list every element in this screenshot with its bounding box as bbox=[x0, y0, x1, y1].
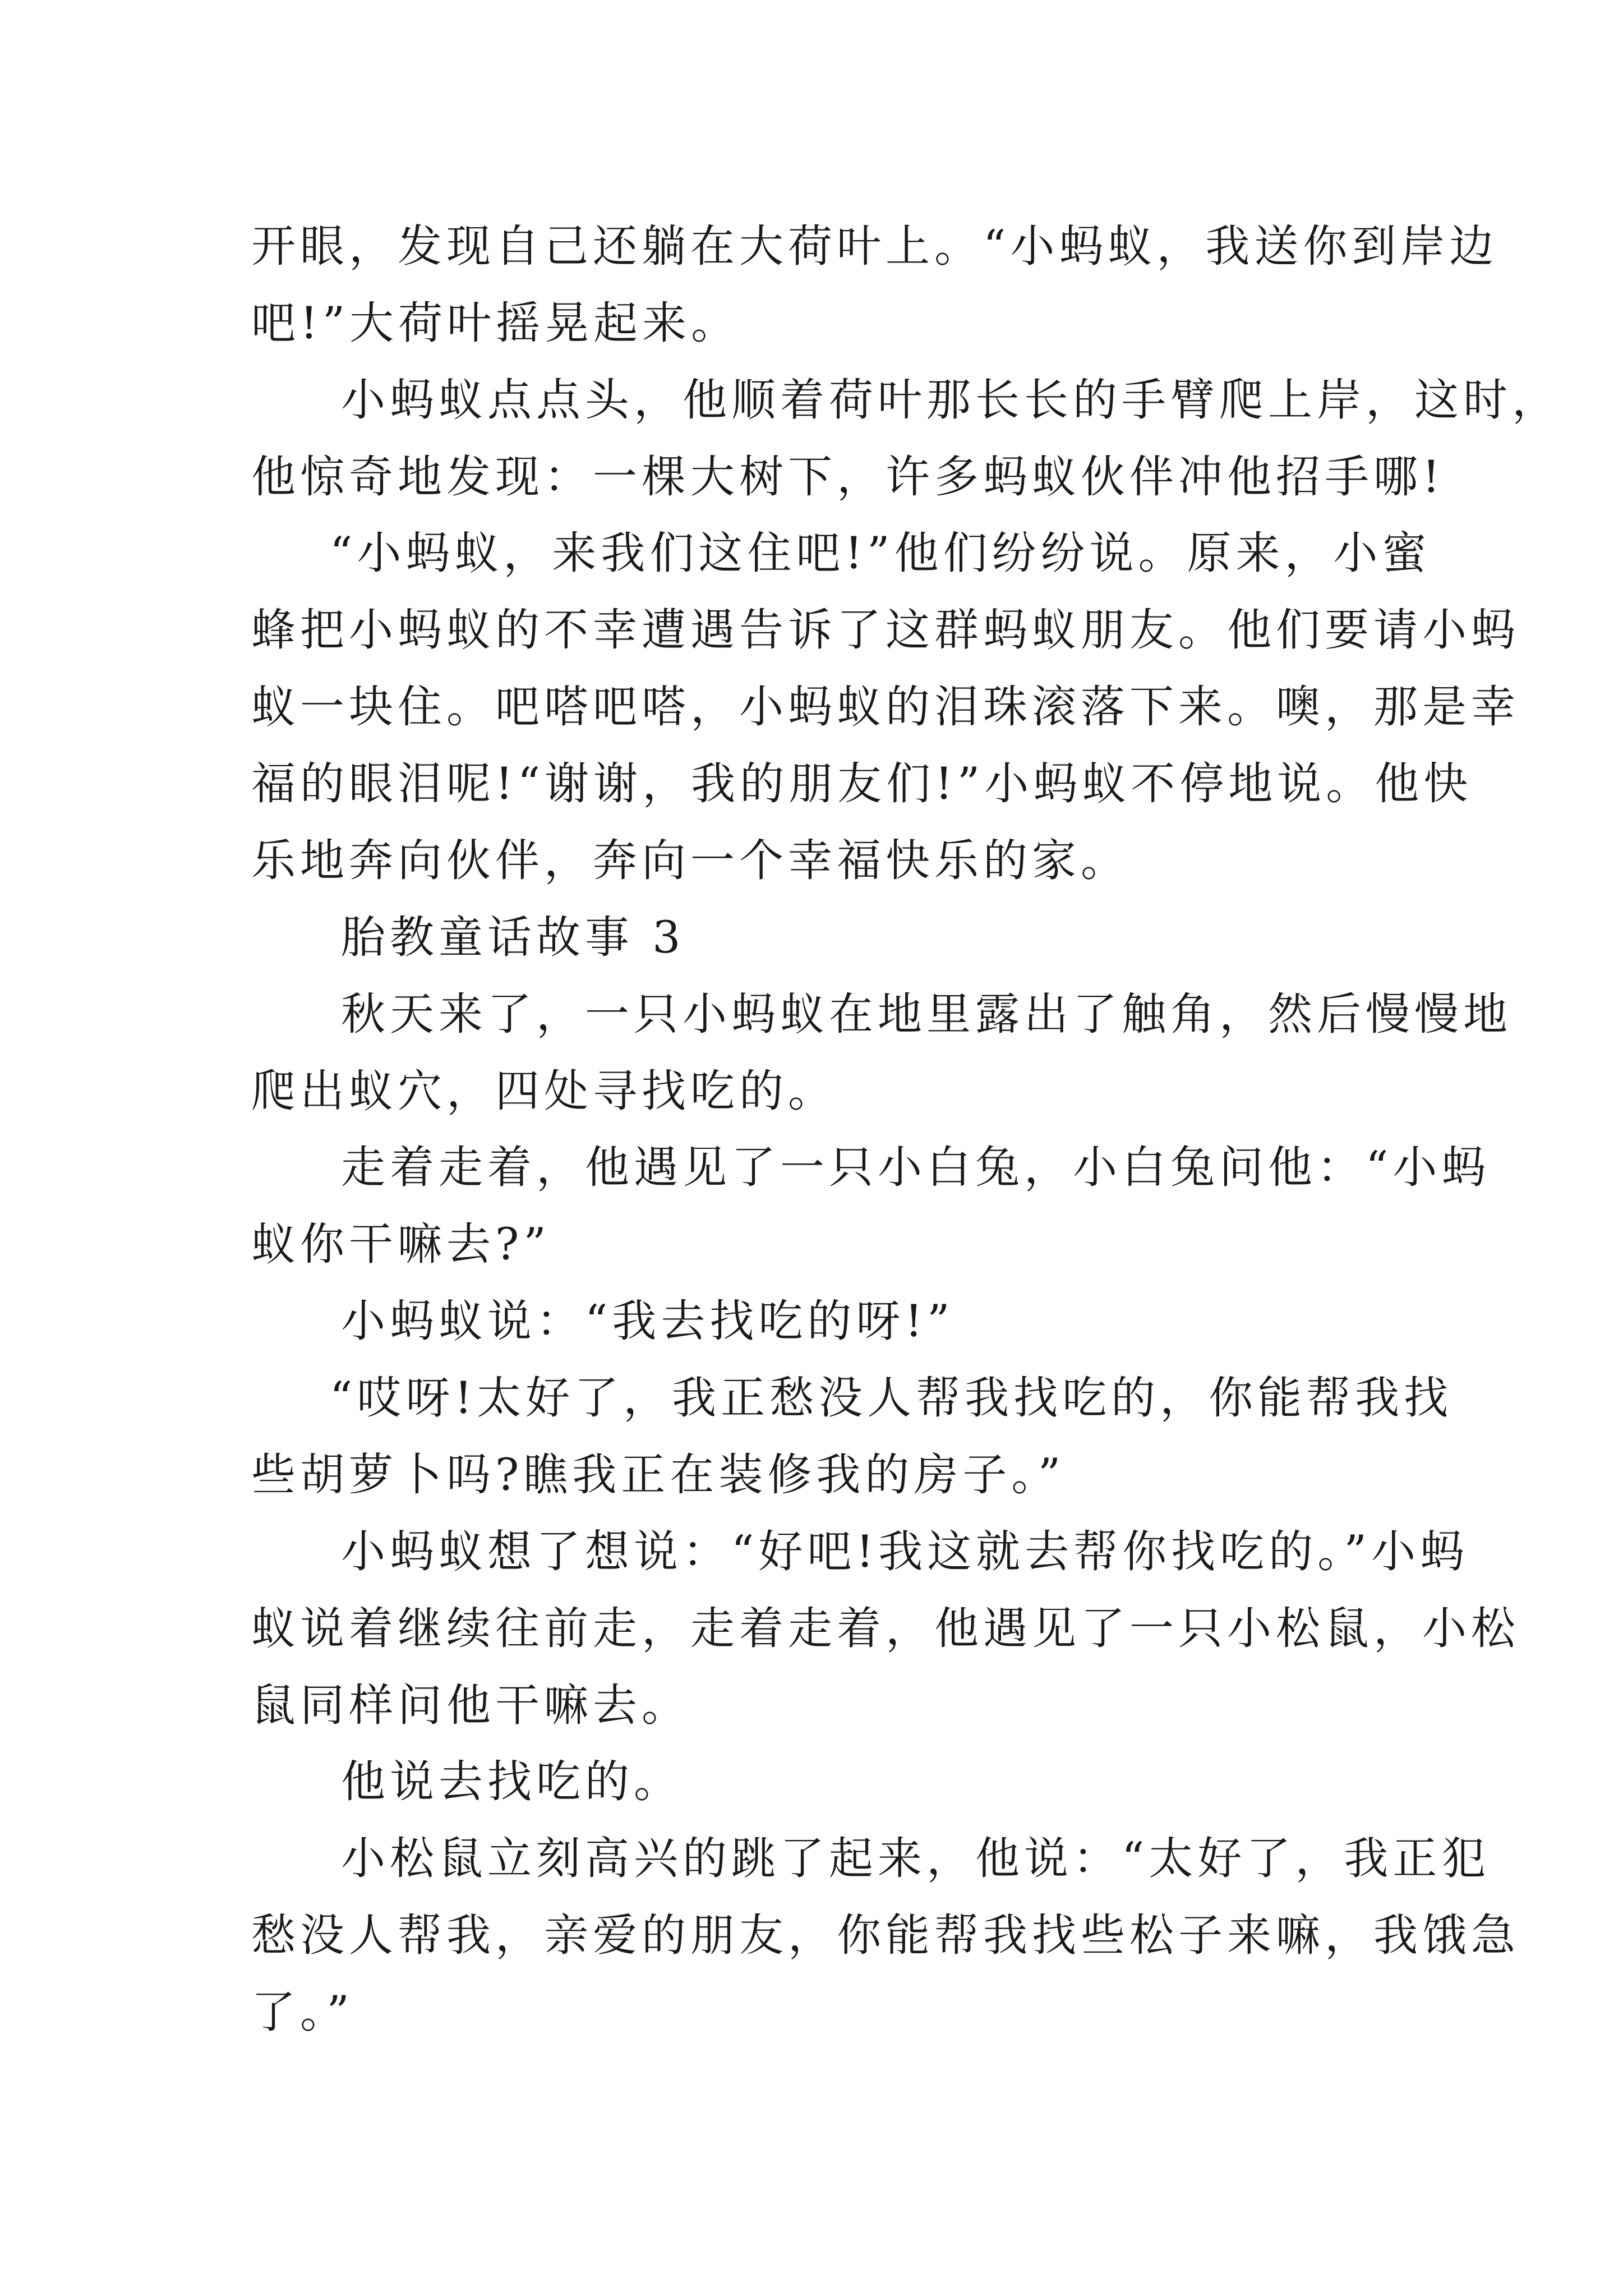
text-line: 小蚂蚁说：“我去找吃的呀!” bbox=[341, 1295, 955, 1347]
text-line: 他说去找吃的。 bbox=[341, 1756, 683, 1807]
text-line: 鼠同样问他干嘛去。 bbox=[251, 1680, 690, 1731]
text-line: 蜂把小蚂蚁的不幸遭遇告诉了这群蚂蚁朋友。他们要请小蚂 bbox=[251, 604, 1520, 656]
text-line: 爬出蚁穴，四处寻找吃的。 bbox=[251, 1065, 837, 1117]
text-line: 小蚂蚁点点头，他顺着荷叶那长长的手臂爬上岸，这时， bbox=[341, 374, 1561, 426]
text-line: “小蚂蚁，来我们这住吧!”他们纷纷说。原来，小蜜 bbox=[330, 527, 1431, 579]
text-line: 小蚂蚁想了想说：“好吧!我这就去帮你找吃的。”小蚂 bbox=[341, 1526, 1469, 1577]
story-text bbox=[251, 214, 1561, 2044]
text-line: 些胡萝卜吗?瞧我正在装修我的房子。” bbox=[251, 1449, 1066, 1501]
text-line: 乐地奔向伙伴，奔向一个幸福快乐的家。 bbox=[251, 835, 1129, 886]
text-line: 蚁一块住。吧嗒吧嗒，小蚂蚁的泪珠滚落下来。噢，那是幸 bbox=[251, 681, 1520, 733]
text-line: 秋天来了，一只小蚂蚁在地里露出了触角，然后慢慢地 bbox=[341, 988, 1512, 1040]
text-line: 胎教童话故事 3 bbox=[341, 912, 685, 963]
text-line: 愁没人帮我，亲爱的朋友，你能帮我找些松子来嘛，我饿急 bbox=[251, 1910, 1520, 1961]
text-line: 蚁你干嘛去?” bbox=[251, 1218, 551, 1270]
text-line: 了。” bbox=[251, 1986, 354, 2038]
text-line: 吧!”大荷叶摇晃起来。 bbox=[251, 297, 740, 349]
text-line: 小松鼠立刻高兴的跳了起来，他说：“太好了，我正犯 bbox=[341, 1833, 1491, 1884]
text-line: 他惊奇地发现：一棵大树下，许多蚂蚁伙伴冲他招手哪! bbox=[251, 451, 1445, 503]
text-line: 开眼，发现自己还躺在大荷叶上。“小蚂蚁，我送你到岸边 bbox=[251, 220, 1498, 272]
text-line: 福的眼泪呢!“谢谢，我的朋友们!”小蚂蚁不停地说。他快 bbox=[251, 758, 1473, 809]
text-line: 走着走着，他遇见了一只小白兔，小白兔问他：“小蚂 bbox=[341, 1142, 1491, 1193]
text-line: “哎呀!太好了，我正愁没人帮我找吃的，你能帮我找 bbox=[330, 1372, 1453, 1424]
text-line: 蚁说着继续往前走，走着走着，他遇见了一只小松鼠，小松 bbox=[251, 1603, 1520, 1654]
